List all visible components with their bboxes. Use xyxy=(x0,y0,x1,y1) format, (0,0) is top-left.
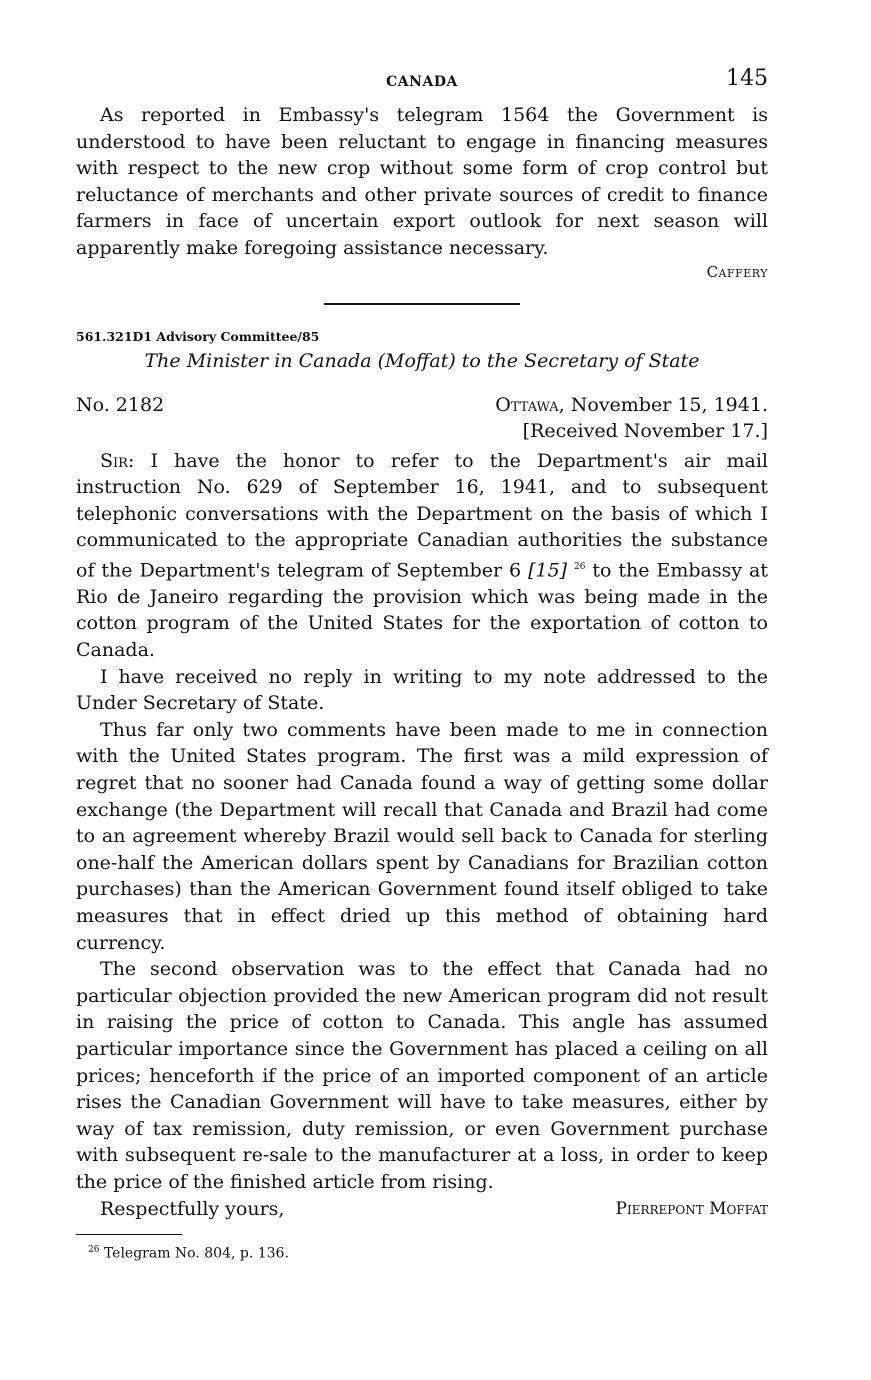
running-head xyxy=(76,66,768,102)
footnote-marker: 26 xyxy=(574,561,586,572)
document-title: The Minister in Canada (Moffat) to the Secretary of State xyxy=(144,349,700,372)
dateline xyxy=(76,392,768,418)
body-paragraph-2: I have received no reply in writing to my note addressed to the Under Secretary of State. xyxy=(76,665,768,715)
section-divider xyxy=(324,303,520,305)
page-number: 145 xyxy=(726,66,768,91)
file-reference: 561.321D1 Advisory Committee/85 xyxy=(76,328,320,344)
salutation: Sir: xyxy=(100,449,135,472)
footnote-text: Telegram No. 804, p. 136. xyxy=(99,1245,289,1262)
complimentary-close: Respectfully yours, xyxy=(100,1197,285,1220)
body-paragraph-1: Sir: I have the honor to refer to the Department's air mail instruction No. 629 of September 16, 1941, and to subsequent telephonic conversations with the Department on the basis of which I communicated to the appropriate Canadian authorities the substance of the Department's telegram of September 6 [15] $^{26}$ to the Embassy at Rio de Janeiro regarding the provision which was being made in the cotton program of the United States for the exportation of cotton to Canada. xyxy=(76,449,768,662)
previous-document-paragraph: As reported in Embassy's telegram 1564 the Government is understood to have been reluctant to engage in financing measures with respect to the new crop without some form of crop control but reluctance of merchants and other private sources of credit to finance farmers in face of uncertain export outlook for next season will apparently make foregoing assistance necessary. xyxy=(76,104,768,259)
previous-document-signature: Caffery xyxy=(706,262,768,281)
footnote-number: 26 xyxy=(88,1244,100,1255)
footnote xyxy=(76,1245,768,1262)
body-paragraph-3: Thus far only two comments have been made to me in connection with the United States program. The first was a mild expression of regret that no sooner had Canada found a way of getting some dollar exchange (the Department will recall that Canada and Brazil had come to an agreement whereby Brazil would sell back to Canada for sterling one-half the American dollars spent by Canadians for Brazilian cotton purchases) than the American Government found itself obliged to take measures that in effect dried up this method of obtaining hard currency. xyxy=(76,718,768,954)
closing-row xyxy=(76,1196,768,1222)
place: Ottawa xyxy=(495,393,559,416)
despatch-number: No. 2182 xyxy=(76,393,165,416)
body-paragraph-4: The second observation was to the effect that Canada had no particular objection provided the new American program did not result in raising the price of cotton to Canada. This angle has assumed particular importance since the Government has placed a ceiling on all prices; henceforth if the price of an imported component of an article rises the Canadian Government will have to take measures, either by way of tax remission, duty remission, or even Government purchase with subsequent re-sale to the manufacturer at a loss, in order to keep the price of the finished article from rising. xyxy=(76,958,768,1193)
signature: Pierrepont Moffat xyxy=(615,1198,768,1219)
date: , November 15, 1941. xyxy=(558,393,768,416)
document-page xyxy=(76,66,768,1261)
bracketed-reference: [15] xyxy=(528,559,568,582)
running-title: CANADA xyxy=(386,74,458,90)
place-date xyxy=(495,392,768,418)
received-note: [Received November 17.] xyxy=(522,419,768,442)
footnote-rule xyxy=(76,1234,182,1235)
